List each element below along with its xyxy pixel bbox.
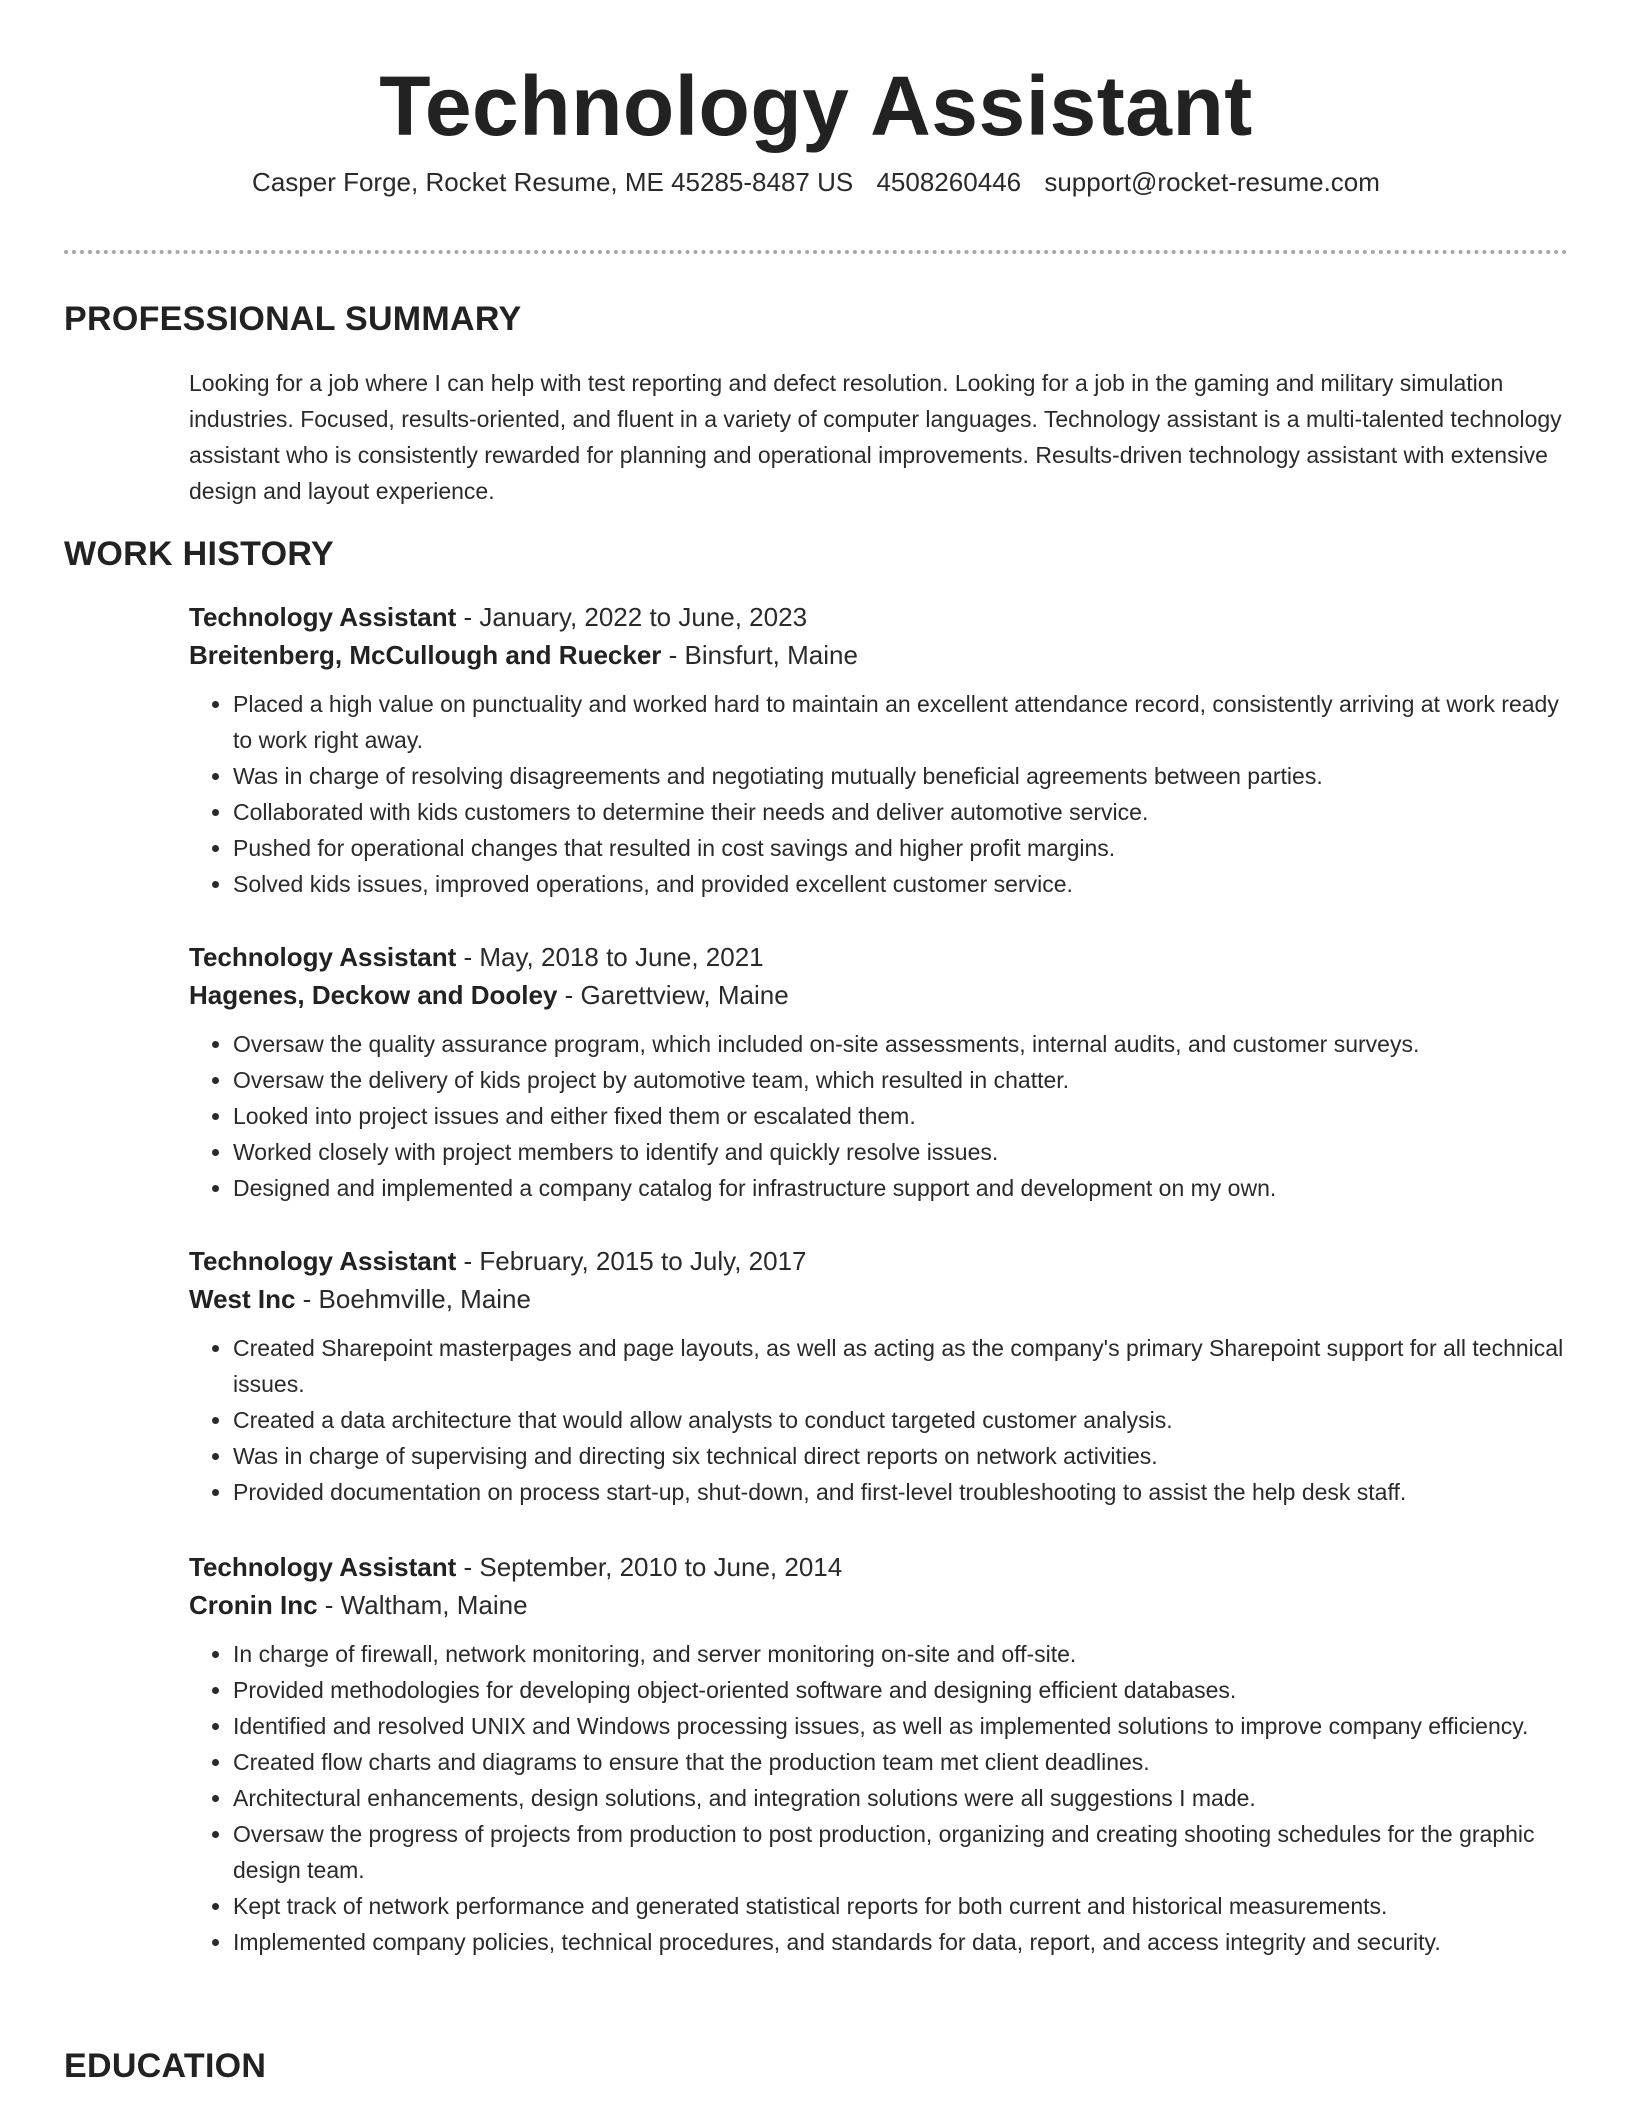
job-company-line [189, 1586, 1569, 1624]
contact-address: Casper Forge, Rocket Resume, ME 45285-8487 US [252, 167, 854, 197]
job-role: Technology Assistant [189, 1246, 457, 1276]
job-role: Technology Assistant [189, 942, 457, 972]
job-entry [189, 1242, 1569, 1510]
work-history-heading: WORK HISTORY [64, 535, 334, 573]
contact-email: support@rocket-resume.com [1044, 167, 1380, 197]
job-location: - Binsfurt, Maine [661, 640, 858, 670]
job-role: Technology Assistant [189, 602, 457, 632]
summary-text: Looking for a job where I can help with test reporting and defect resolution. Looking for a job in the gaming and military simulation industries. Focused, results-oriented, and fluent in a variety of computer languages. Technology assistant is a multi-talented technology assistant who is consistently rewarded for planning and operational improvements. Results-driven technology assistant with extensive design and layout experience. [189, 370, 1562, 504]
job-location: - Boehmville, Maine [295, 1284, 531, 1314]
job-entry [189, 938, 1569, 1206]
job-duties [189, 686, 1569, 902]
job-company: Hagenes, Deckow and Dooley [189, 980, 558, 1010]
job-dates: - February, 2015 to July, 2017 [456, 1246, 807, 1276]
job-company-line [189, 636, 1569, 674]
job-duties [189, 1330, 1569, 1510]
duty-item: • Designed and implemented a company catalog for infrastructure support and development on my own. [233, 1170, 1569, 1206]
duty-item: • Created Sharepoint masterpages and page layouts, as well as acting as the company's primary Sharepoint support for all technical issues. [233, 1330, 1569, 1402]
duty-item: • Architectural enhancements, design solutions, and integration solutions were all suggestions I made. [233, 1780, 1569, 1816]
duty-item: • Was in charge of resolving disagreements and negotiating mutually beneficial agreements between parties. [233, 758, 1569, 794]
duty-item: • Worked closely with project members to identify and quickly resolve issues. [233, 1134, 1569, 1170]
job-company-line [189, 976, 1569, 1014]
duty-item: • Provided methodologies for developing object-oriented software and designing efficient databases. [233, 1672, 1569, 1708]
contact-line [0, 166, 1632, 198]
duty-item: • Created flow charts and diagrams to ensure that the production team met client deadlines. [233, 1744, 1569, 1780]
job-entry [189, 1548, 1569, 1960]
duty-item: • Implemented company policies, technical procedures, and standards for data, report, and access integrity and security. [233, 1924, 1569, 1960]
job-location: - Garettview, Maine [557, 980, 789, 1010]
job-role: Technology Assistant [189, 1552, 457, 1582]
duty-item: • Oversaw the quality assurance program, which included on-site assessments, internal audits, and customer surveys. [233, 1026, 1569, 1062]
summary-heading: PROFESSIONAL SUMMARY [64, 300, 522, 338]
contact-phone: 4508260446 [876, 167, 1022, 197]
job-title-line [189, 1548, 1569, 1586]
job-location: - Waltham, Maine [317, 1590, 528, 1620]
duty-item: • Pushed for operational changes that resulted in cost savings and higher profit margins. [233, 830, 1569, 866]
duty-item: • Kept track of network performance and generated statistical reports for both current and historical measurements. [233, 1888, 1569, 1924]
duty-item: • Solved kids issues, improved operations, and provided excellent customer service. [233, 866, 1569, 902]
duty-item: • Created a data architecture that would allow analysts to conduct targeted customer analysis. [233, 1402, 1569, 1438]
job-company: Breitenberg, McCullough and Ruecker [189, 640, 662, 670]
duty-item: • Placed a high value on punctuality and worked hard to maintain an excellent attendance record, consistently arriving at work ready to work right away. [233, 686, 1569, 758]
resume-header [0, 56, 1632, 156]
duty-item: • Looked into project issues and either fixed them or escalated them. [233, 1098, 1569, 1134]
job-title-line [189, 598, 1569, 636]
job-duties [189, 1636, 1569, 1960]
job-entry [189, 598, 1569, 902]
job-title-line [189, 938, 1569, 976]
job-dates: - January, 2022 to June, 2023 [456, 602, 808, 632]
education-heading: EDUCATION [64, 2047, 267, 2085]
duty-item: • Collaborated with kids customers to determine their needs and deliver automotive service. [233, 794, 1569, 830]
job-company-line [189, 1280, 1569, 1318]
job-company: West Inc [189, 1284, 296, 1314]
header-divider [64, 250, 1568, 254]
duty-item: • Was in charge of supervising and directing six technical direct reports on network activities. [233, 1438, 1569, 1474]
job-company: Cronin Inc [189, 1590, 318, 1620]
candidate-name: Technology Assistant [379, 59, 1253, 153]
duty-item: • In charge of firewall, network monitoring, and server monitoring on-site and off-site. [233, 1636, 1569, 1672]
duty-item: • Identified and resolved UNIX and Windows processing issues, as well as implemented solutions to improve company efficiency. [233, 1708, 1569, 1744]
job-dates: - September, 2010 to June, 2014 [456, 1552, 843, 1582]
duty-item: • Oversaw the progress of projects from production to post production, organizing and creating shooting schedules for the graphic design team. [233, 1816, 1569, 1888]
job-title-line [189, 1242, 1569, 1280]
job-dates: - May, 2018 to June, 2021 [456, 942, 764, 972]
duty-item: • Provided documentation on process start-up, shut-down, and first-level troubleshooting to assist the help desk staff. [233, 1474, 1569, 1510]
duty-item: • Oversaw the delivery of kids project by automotive team, which resulted in chatter. [233, 1062, 1569, 1098]
job-duties [189, 1026, 1569, 1206]
